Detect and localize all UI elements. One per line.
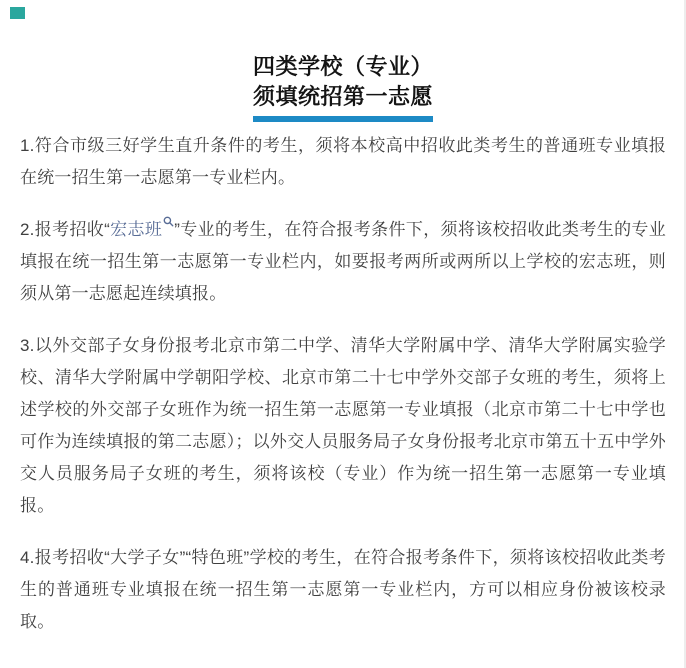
- page-title-line-1: 四类学校（专业）: [252, 54, 433, 79]
- hongzhi-class-link-label: 宏志班: [110, 220, 163, 239]
- article-paragraph-3: 3.以外交部子女身份报考北京市第二中学、清华大学附属中学、清华大学附属实验学校、清华大学附属中学朝阳学校、北京市第二十七中学外交部子女班的考生，须将上述学校的外交部子女班作为统一招生第一志愿第一专业填报（北京市第二十七中学也可作为连续填报的第二志愿）；以外交人员服务局子女身份报考北京市第五十五中学外交人员服务局子女班的考生，须将该校（专业）作为统一招生第一志愿第一专业填报。: [20, 336, 666, 515]
- article-paragraph-2: [20, 214, 666, 310]
- page-title: [253, 52, 433, 122]
- title-section: [20, 52, 666, 122]
- page-title-line-2: 须填统招第一志愿: [252, 84, 433, 109]
- article-paragraph-4: 4.报考招收“大学子女”“特色班”学校的考生，在符合报考条件下，须将该校招收此类考生的普通班专业填报在统一招生第一志愿第一专业栏内，方可以相应身份被该校录取。: [20, 548, 666, 631]
- paragraph-2-text-after: ”专业的考生，在符合报考条件下，须将该校招收此类考生的专业填报在统一招生第一志愿第一专业栏内，如要报考两所或两所以上学校的宏志班，则须从第一志愿起连续填报。: [20, 220, 666, 303]
- article-paragraph-1: 1.符合市级三好学生直升条件的考生，须将本校高中招收此类考生的普通班专业填报在统一招生第一志愿第一专业栏内。: [20, 136, 666, 187]
- corner-marker: [10, 7, 25, 19]
- paragraph-2-text-before: 2.报考招收“: [20, 220, 111, 239]
- title-underline-bar: [253, 116, 433, 122]
- article-body: [20, 130, 666, 638]
- hongzhi-class-link[interactable]: [110, 220, 174, 239]
- search-icon: [163, 216, 174, 227]
